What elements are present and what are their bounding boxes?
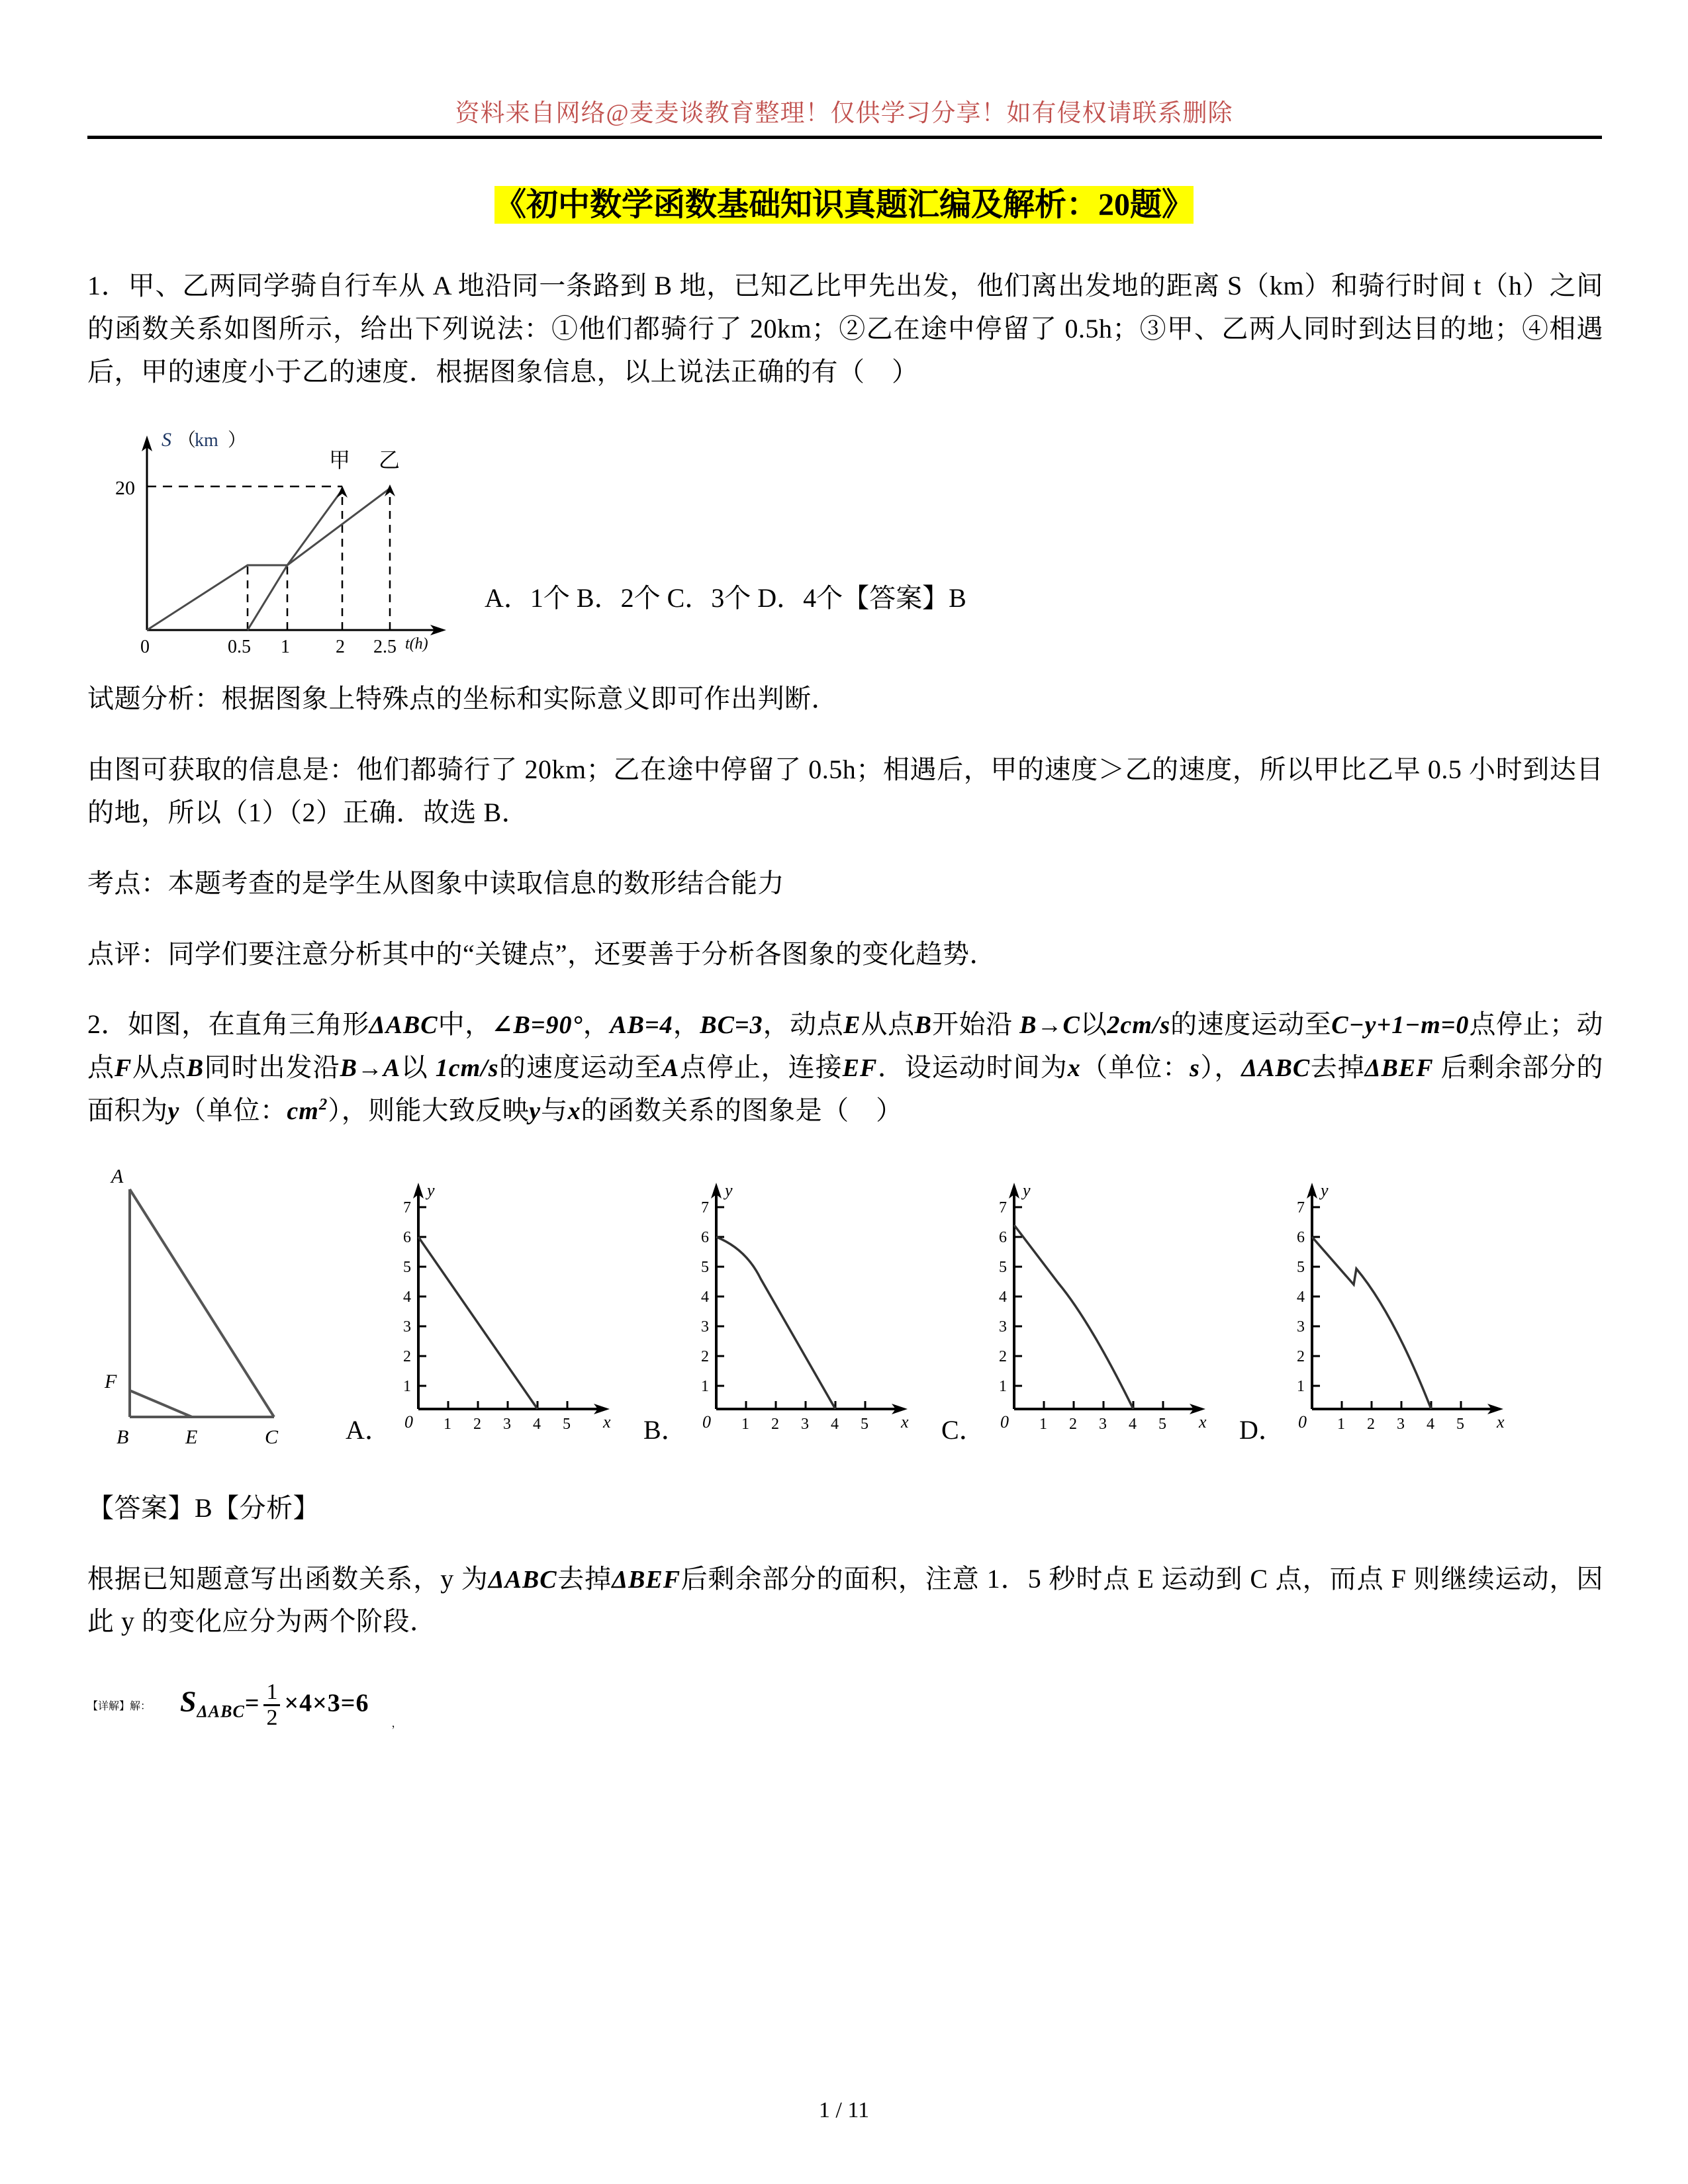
formula-equals: = [244,1689,260,1717]
detail-label: 【详解】解： [87,1700,152,1712]
q2-analysis-math-bef: ΔBEF [612,1565,681,1594]
svg-text:0: 0 [1298,1412,1307,1432]
question1-kaodian: 考点：本题考查的是学生从图象中读取信息的数形结合能力 [87,868,784,898]
svg-text:4: 4 [1297,1288,1305,1306]
page-title-text: 《初中数学函数基础知识真题汇编及解析：20题》 [494,187,1194,222]
page-title [0,184,1688,227]
svg-text:4: 4 [403,1288,411,1306]
svg-text:2: 2 [771,1415,779,1433]
svg-text:E: E [185,1426,198,1448]
q2-math-tri-bef: ΔBEF [1364,1054,1434,1083]
svg-text:0: 0 [140,637,150,658]
q2-analysis-text-3: 后剩余部分的面积，注意 1．5 秒时点 E 运动到 C 点，而点 F 则继续运动，因此 y 的变化应分为两个阶段． [87,1563,1604,1637]
formula-s: S [180,1685,197,1718]
svg-text:3: 3 [503,1415,511,1433]
svg-text:3: 3 [1099,1415,1107,1433]
svg-text:7: 7 [999,1199,1007,1216]
q2-math-cm-exponent: 2 [318,1095,328,1114]
svg-text:2: 2 [1367,1415,1375,1433]
svg-text:7: 7 [701,1199,709,1216]
svg-text:3: 3 [1297,1318,1305,1336]
q2-analysis-text-1: 根据已知题意写出函数关系，y 为 [87,1563,489,1594]
svg-text:t(h): t(h) [405,635,428,653]
area-formula [180,1680,369,1729]
q2-math-2cms: 2cm/s [1107,1011,1171,1040]
question1-options: A．1个 B．2个 C．3个 D．4个【答案】B [485,583,966,614]
q2-math-1cms: 1cm/s [435,1054,499,1083]
svg-text:5: 5 [1158,1415,1166,1433]
svg-text:4: 4 [533,1415,541,1433]
formula-subscript: ΔABC [197,1702,245,1721]
svg-text:y: y [427,1180,435,1200]
svg-text:6: 6 [999,1228,1007,1246]
q2-text-12: 同时出发沿 [204,1052,340,1083]
header-divider [87,136,1602,139]
q2-text-23: 与 [541,1095,568,1125]
option-label-a: A． [346,1414,391,1445]
svg-text:x: x [1199,1412,1207,1432]
q2-text-4: ， [673,1009,700,1040]
svg-text:1: 1 [1337,1415,1345,1433]
svg-text:7: 7 [403,1199,411,1216]
st-graph-svg [101,412,471,658]
svg-text:3: 3 [701,1318,709,1336]
svg-text:2: 2 [701,1347,709,1365]
svg-text:1: 1 [403,1377,411,1395]
svg-text:y: y [1321,1180,1329,1200]
question2-stem [87,1003,1603,1132]
q2-text-21: （单位： [179,1095,287,1125]
svg-text:3: 3 [403,1318,411,1336]
q2-math-triangle-abc: ΔABC [369,1011,438,1040]
svg-text:5: 5 [563,1415,571,1433]
q2-text-24: 的函数关系的图象是（ ） [581,1095,903,1125]
triangle-abc-svg [87,1158,339,1449]
svg-text:A: A [111,1165,124,1187]
q2-analysis-text-2: 去掉 [557,1563,612,1594]
page-footer: 1 / 11 [818,2098,870,2122]
svg-text:2: 2 [1297,1347,1305,1365]
question1-dianping: 点评：同学们要注意分析其中的“关键点”，还要善于分析各图象的变化趋势． [87,938,997,969]
option-b-graph [686,1171,918,1435]
q2-text-14: 的速度运动至 [498,1052,662,1083]
svg-text:6: 6 [1297,1228,1305,1246]
q2-math-x2: x [567,1097,581,1125]
svg-text:4: 4 [1427,1415,1434,1433]
svg-text:3: 3 [1397,1415,1405,1433]
svg-text:甲: 甲 [329,448,351,473]
svg-text:S: S [162,429,171,451]
svg-text:x: x [1497,1412,1505,1432]
q2-math-point-b2: B [186,1054,205,1083]
svg-text:）: ） [228,430,247,451]
formula-tail-comma: ， [391,1717,402,1729]
svg-text:1: 1 [701,1377,709,1395]
question2-answer: 【答案】B【分析】 [87,1492,320,1523]
svg-text:20: 20 [115,477,135,500]
svg-text:km: km [195,430,218,451]
svg-text:6: 6 [403,1228,411,1246]
q2-text-10: 点停止；动点 [87,1009,1604,1083]
svg-text:5: 5 [861,1415,868,1433]
svg-text:5: 5 [1297,1258,1305,1276]
svg-text:2: 2 [473,1415,481,1433]
q2-math-s-unit: s [1190,1054,1200,1083]
q2-analysis-math-abc: ΔABC [488,1565,557,1594]
svg-text:2.5: 2.5 [373,637,397,658]
q2-text-2: 中， [438,1009,492,1040]
q2-math-tri-abc2: ΔABC [1241,1054,1311,1083]
question1-info: 由图可获取的信息是：他们都骑行了 20km；乙在途中停留了 0.5h；相遇后，甲的速度＞乙的速度，所以甲比乙早 0.5 小时到达目的地，所以（1）（2）正确．故选 B． [87,754,1603,827]
svg-text:4: 4 [701,1288,709,1306]
option-c-graph [984,1171,1216,1435]
q2-text-8: 以 [1080,1009,1107,1040]
question2-analysis [87,1558,1603,1644]
q2-text-6: 从点 [861,1009,915,1040]
svg-text:y: y [1023,1180,1031,1200]
svg-text:3: 3 [801,1415,809,1433]
option-a-graph [389,1171,620,1435]
svg-text:3: 3 [999,1318,1007,1336]
q2-text-7: 开始沿 [931,1009,1013,1040]
svg-text:B: B [117,1426,129,1448]
svg-text:5: 5 [1456,1415,1464,1433]
option-label-b: B． [643,1414,688,1445]
svg-text:1: 1 [741,1415,749,1433]
q2-math-b-to-c: B→C [1019,1011,1080,1040]
question2-figures-row [87,1158,1603,1469]
svg-text:1: 1 [1297,1377,1305,1395]
svg-text:0: 0 [404,1412,413,1432]
q2-text-18: ）， [1199,1052,1242,1083]
q2-math-c-expr: C−y+1−m=0 [1331,1011,1470,1040]
option-d-graph [1282,1171,1514,1435]
q2-math-point-f: F [114,1054,132,1083]
svg-text:0: 0 [1000,1412,1009,1432]
q2-math-ab: AB=4 [610,1011,673,1040]
q2-text-17: （单位： [1080,1052,1190,1083]
q2-math-point-e: E [843,1011,861,1040]
svg-text:7: 7 [1297,1199,1305,1216]
q2-math-ef: EF [842,1054,878,1083]
formula-rest: ×4×3=6 [284,1689,369,1717]
svg-text:5: 5 [701,1258,709,1276]
svg-text:C: C [265,1426,279,1448]
svg-text:4: 4 [1129,1415,1137,1433]
q2-math-x: x [1067,1054,1081,1083]
q2-text-15: 点停止，连接 [679,1052,843,1083]
watermark-header: 资料来自网络@麦麦谈教育整理！仅供学习分享！如有侵权请联系删除 [455,100,1233,127]
q2-text-5: ，动点 [763,1009,844,1040]
svg-text:0.5: 0.5 [228,637,251,658]
q2-text-19: 去掉 [1310,1052,1365,1083]
option-d-svg [1282,1171,1514,1435]
q2-math-cm: cm [287,1097,319,1125]
q2-text-20: 后剩余部分的面积为 [87,1052,1603,1125]
svg-text:4: 4 [831,1415,839,1433]
q2-text-22: ），则能大致反映 [328,1095,530,1125]
formula-fraction [263,1680,280,1729]
svg-text:2: 2 [999,1347,1007,1365]
svg-text:0: 0 [702,1412,711,1432]
svg-text:x: x [603,1412,611,1432]
q2-math-point-a: A [661,1054,680,1083]
document-body [87,265,1603,1780]
question1-analysis: 试题分析：根据图象上特殊点的坐标和实际意义即可作出判断． [87,684,838,714]
svg-text:F: F [105,1370,117,1392]
q2-math-b-to-a: B→A [340,1054,401,1083]
q2-text-11: 从点 [132,1052,187,1083]
question1-figure-wrap [87,412,1603,658]
svg-text:（: （ [177,430,197,451]
svg-text:乙: 乙 [379,448,400,473]
q2-math-point-b: B [914,1011,932,1040]
svg-text:y: y [725,1180,733,1200]
q2-math-y2: y [529,1097,541,1125]
svg-text:2: 2 [336,637,345,658]
fraction-denominator: 2 [263,1704,280,1730]
q2-text-9: 的速度运动至 [1170,1009,1332,1040]
st-graph-figure [101,412,471,658]
svg-text:5: 5 [999,1258,1007,1276]
triangle-abc-figure [87,1158,339,1449]
svg-text:1: 1 [281,637,290,658]
q2-math-bc: BC=3 [700,1011,763,1040]
svg-text:1: 1 [1039,1415,1047,1433]
svg-text:2: 2 [403,1347,411,1365]
fraction-numerator: 1 [266,1680,278,1705]
question2-detail-block [87,1680,1603,1780]
q2-math-angle-b: ∠B=90° [491,1011,583,1040]
svg-text:4: 4 [999,1288,1007,1306]
q2-text-16: ．设运动时间为 [877,1052,1068,1083]
svg-text:5: 5 [403,1258,411,1276]
svg-text:x: x [901,1412,909,1432]
option-label-d: D． [1239,1414,1285,1445]
option-a-svg [389,1171,620,1435]
svg-text:1: 1 [444,1415,451,1433]
svg-text:6: 6 [701,1228,709,1246]
option-c-svg [984,1171,1216,1435]
svg-text:2: 2 [1069,1415,1077,1433]
svg-text:1: 1 [999,1377,1007,1395]
q2-math-y: y [167,1097,180,1125]
q2-text-3: ， [583,1009,610,1040]
option-label-c: C． [941,1414,986,1445]
q2-text-1: 2．如图，在直角三角形 [87,1009,369,1040]
option-b-svg [686,1171,918,1435]
question1-stem: 1．甲、乙两同学骑自行车从 A 地沿同一条路到 B 地，已知乙比甲先出发，他们离出发地的距离 S（km）和骑行时间 t（h）之间的函数关系如图所示，给出下列说法：①他们都骑行了 20km；②乙在途中停留了 0.5h；③甲、乙两人同时到达目的地；④相遇后，甲的速度小于乙的速度．根据图象信息，以上说法正确的有（ ） [87,271,1603,387]
q2-text-13: 以 [400,1052,428,1083]
